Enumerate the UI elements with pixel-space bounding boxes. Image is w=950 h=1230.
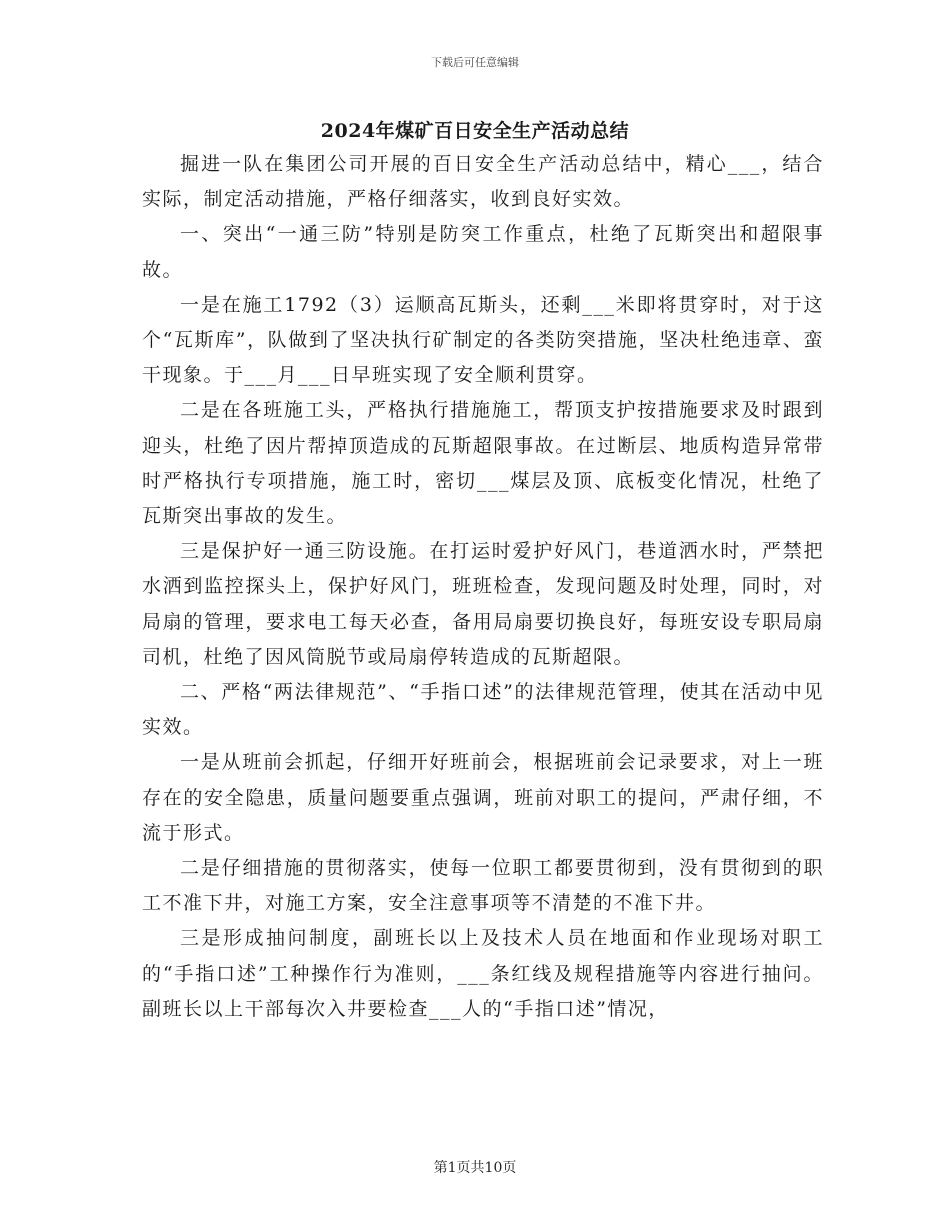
- paragraph-4: 二是在各班施工头，严格执行措施施工，帮顶支护按措施要求及时跟到迎头，杜绝了因片帮掉顶造成的瓦斯超限事故。在过断层、地质构造异常带时严格执行专项措施，施工时，密切___煤层及顶、底板变化情况，杜绝了瓦斯突出事故的发生。: [142, 399, 824, 528]
- paragraph-2: 一、突出“一通三防”特别是防突工作重点，杜绝了瓦斯突出和超限事故。: [142, 223, 824, 281]
- paragraph-1: 掘进一队在集团公司开展的百日安全生产活动总结中，精心___，结合实际，制定活动措施，严格仔细落实，收到良好实效。: [142, 153, 824, 211]
- document-body: [142, 147, 824, 1027]
- paragraph-8: 二是仔细措施的贯彻落实，使每一位职工都要贯彻到，没有贯彻到的职工不准下井，对施工方案，安全注意事项等不清楚的不准下井。: [142, 857, 824, 915]
- paragraph-3: 一是在施工1792（3）运顺高瓦斯头，还剩___米即将贯穿时，对于这个“瓦斯库”，队做到了坚决执行矿制定的各类防突措施，坚决杜绝违章、蛮干现象。于___月___日早班实现了安全顺利贯穿。: [142, 293, 824, 387]
- paragraph-6: 二、严格“两法律规范”、“手指口述”的法律规范管理，使其在活动中见实效。: [142, 681, 824, 739]
- document-title: 2024年煤矿百日安全生产活动总结: [320, 120, 630, 142]
- paragraph-7: 一是从班前会抓起，仔细开好班前会，根据班前会记录要求，对上一班存在的安全隐患，质量问题要重点强调，班前对职工的提问，严肃仔细，不流于形式。: [142, 751, 824, 844]
- paragraph-9: 三是形成抽问制度，副班长以上及技术人员在地面和作业现场对职工的“手指口述”工种操作行为准则，___条红线及规程措施等内容进行抽问。副班长以上干部每次入井要检查___人的“手指口述”情况，: [142, 927, 824, 1020]
- page-footer: 第1页共10页: [433, 1160, 517, 1176]
- header-note: 下载后可任意编辑: [431, 56, 519, 69]
- paragraph-5: 三是保护好一通三防设施。在打运时爱护好风门，巷道洒水时，严禁把水洒到监控探头上，保护好风门，班班检查，发现问题及时处理，同时，对局扇的管理，要求电工每天必查，备用局扇要切换良好，每班安设专职局扇司机，杜绝了因风筒脱节或局扇停转造成的瓦斯超限。: [142, 540, 824, 668]
